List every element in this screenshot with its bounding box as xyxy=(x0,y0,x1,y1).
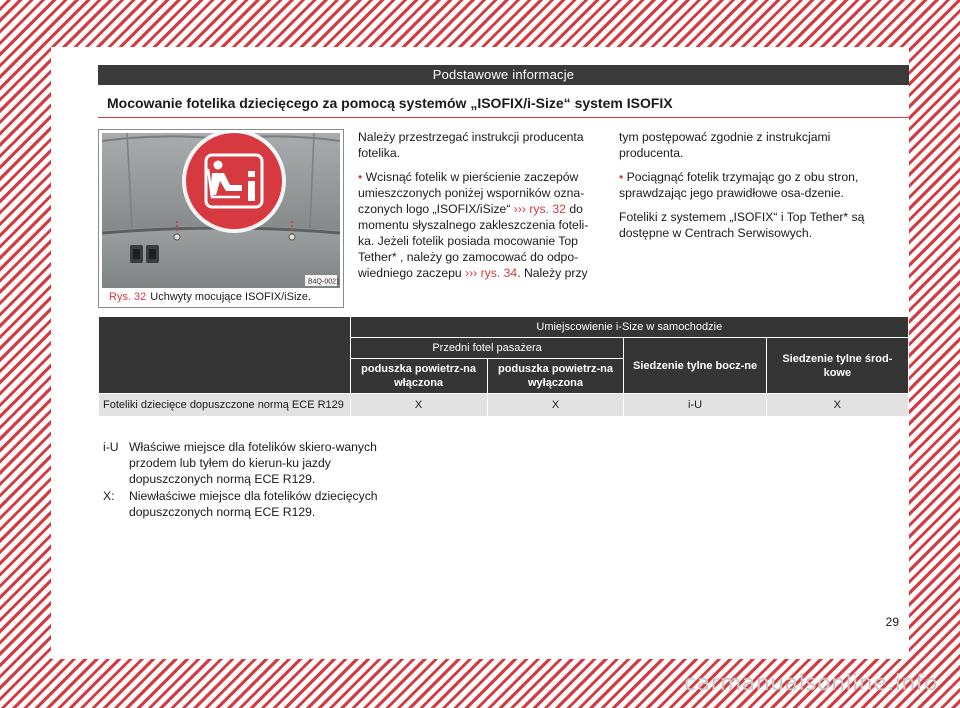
figure-caption-ref: Rys. 32 xyxy=(109,291,147,303)
table-airbag-on-header: poduszka powietrz-na włączona xyxy=(351,359,487,393)
figure-link-32[interactable]: ››› rys. 32 xyxy=(513,202,566,216)
paragraph: Foteliki z systemem „ISOFIX“ i Top Tether* są dostępne w Centrach Serwisowych. xyxy=(619,210,865,240)
table-top-header: Umiejscowienie i-Size w samochodzie xyxy=(351,317,908,337)
paragraph-bullet: • Wcisnąć fotelik w pierścienie zaczepów umieszczonych poniżej wsporników ozna-czonych logo „ISOFIX/iSize“ ››› rys. 32 do momentu słyszalnego zakleszczenia foteli-ka. Jeżeli fotelik posiada mocowanie Top Tether* , należy go zamocować do odpo-wiedniego zaczepu ››› rys. 34. Należy przy xyxy=(358,170,589,280)
paragraph-bullet: • Pociągnąć fotelik trzymając go z obu stron, sprawdzając jego prawidłowe osa-dzenie. xyxy=(619,170,859,200)
paragraph: tym postępować zgodnie z instrukcjami producenta. xyxy=(619,130,831,160)
figure-caption xyxy=(109,291,311,303)
legend-item xyxy=(103,439,403,487)
legend-text: Właściwe miejsce dla fotelików skiero-wanych przodem lub tyłem do kierun-ku jazdy dopuszczonych normą ECE R129. xyxy=(129,440,377,486)
table-cell: i-U xyxy=(624,394,765,416)
figure-code: B4Q-0021 xyxy=(308,278,340,286)
table-front-header: Przedni fotel pasażera xyxy=(351,338,624,358)
figure-caption-text: Uchwyty mocujące ISOFIX/iSize. xyxy=(150,291,312,303)
page-number: 29 xyxy=(885,615,899,629)
bullet-icon: • xyxy=(619,170,624,184)
table-row-label: Foteliki dziecięce dopuszczone normą ECE R129 xyxy=(99,394,350,416)
table-rear-side-header: Siedzenie tylne bocz-ne xyxy=(624,338,765,393)
table-corner xyxy=(99,317,350,393)
isofix-photo xyxy=(102,133,340,288)
table-legend xyxy=(103,439,403,521)
page-header: Podstawowe informacje xyxy=(98,65,909,85)
text-column-2 xyxy=(619,129,879,249)
figure-link-34[interactable]: ››› rys. 34 xyxy=(465,266,518,280)
figure-isofix xyxy=(98,129,344,308)
table-cell: X xyxy=(488,394,624,416)
legend-key: i-U xyxy=(103,440,119,454)
table-row xyxy=(99,394,908,416)
isize-table xyxy=(98,316,909,417)
legend-item xyxy=(103,488,403,520)
legend-key: X: xyxy=(103,489,115,503)
table-cell: X xyxy=(351,394,487,416)
manual-page xyxy=(51,47,909,659)
text-column-1 xyxy=(358,129,598,289)
table-rear-center-header: Siedzenie tylne środ-kowe xyxy=(767,338,908,393)
bullet-icon: • xyxy=(358,170,363,184)
title-divider xyxy=(98,117,909,118)
table-cell: X xyxy=(767,394,908,416)
legend-text: Niewłaściwe miejsce dla fotelików dziecięcych dopuszczonych normą ECE R129. xyxy=(129,489,378,519)
table-airbag-off-header: poduszka powietrz-na wyłączona xyxy=(488,359,624,393)
section-title: Mocowanie fotelika dziecięcego za pomocą systemów „ISOFIX/i-Size“ system ISOFIX xyxy=(107,95,673,111)
watermark: carmanualsonline.info xyxy=(684,671,938,696)
paragraph: Należy przestrzegać instrukcji producenta fotelika. xyxy=(358,130,584,160)
